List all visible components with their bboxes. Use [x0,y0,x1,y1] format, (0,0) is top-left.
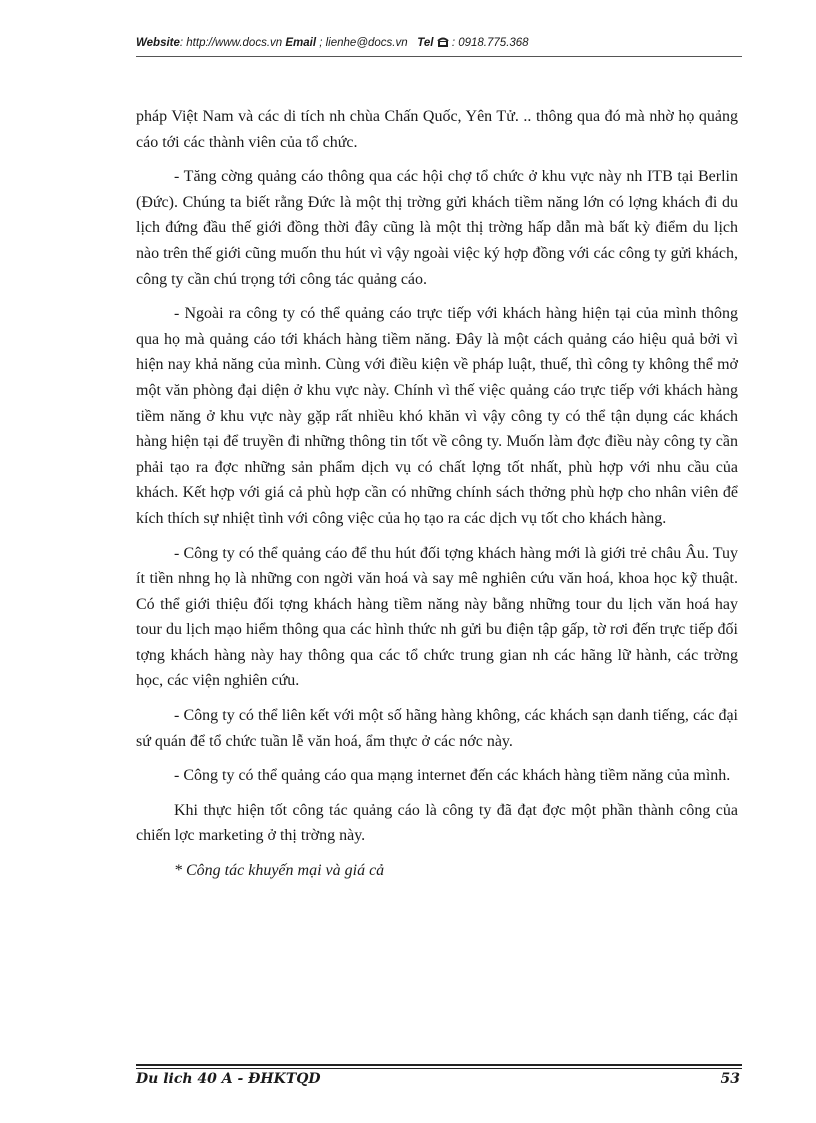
footer-label: Du lich 40 A - ĐHKTQD [136,1071,321,1087]
paragraph: Khi thực hiện tốt công tác quảng cáo là công ty đã đạt đợc một phần thành công của chiến lợc marketing ở thị trờng này. [136,801,738,845]
paragraph: - Tăng cờng quảng cáo thông qua các hội chợ tổ chức ở khu vực này nh ITB tại Berlin (Đức). Chúng ta biết rằng Đức là một thị trờng gửi khách tiềm năng lớn có lợng khách đi du lịch đứng đầu thế giới đồng thời đây cũng là một thị trờng hấp dẫn mà bất kỳ điểm du lịch nào trên thế giới cũng muốn thu hút vì vậy ngoài việc ký hợp đồng với các công ty gửi khách, công ty cần chú trọng tới công tác quảng cáo. [136,168,738,288]
phone-icon [437,37,449,51]
page-number: 53 [720,1071,740,1087]
paragraph: - Công ty có thể quảng cáo để thu hút đối tợng khách hàng mới là giới trẻ châu Âu. Tuy ít tiền nhng họ là những con ngời văn hoá và say mê nghiên cứu văn hoá, khoa học kỹ thuật. Có thể giới thiệu đối tợng khách hàng tiềm năng này bằng những tour du lịch văn hoá hay tour du lịch mạo hiểm thông qua các hình thức nh gửi bu điện tập gấp, tờ rơi đến trực tiếp đối tợng khách hàng này hay thông qua các tổ chức trung gian nh các hãng lữ hành, các trờng học, các viện nghiên cứu. [136,544,738,690]
page-footer [136,1071,740,1093]
paragraph: - Công ty có thể quảng cáo qua mạng internet đến các khách hàng tiềm năng của mình. [174,767,731,785]
page-header [136,37,742,57]
email-label: Email [285,37,317,49]
footer-divider [136,1064,742,1066]
website-label: Website [136,37,180,49]
document-body [136,104,738,893]
email-address[interactable]: ; lienhe@docs.vn [316,37,408,49]
paragraph: - Công ty có thể liên kết với một số hãng hàng không, các khách sạn danh tiếng, các đại sứ quán để tổ chức tuần lễ văn hoá, ẩm thực ở các nớc này. [136,707,738,750]
website-url[interactable]: : http://www.docs.vn [179,37,283,49]
section-subheading: * Công tác khuyến mại và giá cả [174,862,385,880]
paragraph: pháp Việt Nam và các di tích nh chùa Chấn Quốc, Yên Tử. .. thông qua đó mà nhờ họ quảng cáo tới các thành viên của tổ chức. [136,108,738,151]
tel-label: Tel [417,37,434,49]
phone-number: : 0918.775.368 [448,37,529,49]
header-divider [136,56,742,57]
paragraph: - Ngoài ra công ty có thể quảng cáo trực tiếp với khách hàng hiện tại của mình thông qua họ mà quảng cáo tới khách hàng tiềm năng. Đây là một cách quảng cáo hiệu quả bởi vì hiện nay khả năng của mình. Cùng với điều kiện về pháp luật, thuế, thì công ty không thể mở một văn phòng đại diện ở khu vực này. Chính vì thế việc quảng cáo trực tiếp với khách hàng tiềm năng ở khu vực này gặp rất nhiều khó khăn vì vậy công ty có thể tận dụng các khách hàng hiện tại để truyền đi những thông tin tốt về công ty. Muốn làm đợc điều này công ty cần phải tạo ra đợc những sản phẩm dịch vụ có chất lợng tốt nhất, phù hợp với nhu cầu của khách. Kết hợp với giá cả phù hợp cần có những chính sách thởng phù hợp cho nhân viên để kích thích sự nhiệt tình với công việc của họ tạo ra các dịch vụ tốt cho khách hàng. [136,305,738,527]
footer-divider-thin [136,1068,742,1069]
